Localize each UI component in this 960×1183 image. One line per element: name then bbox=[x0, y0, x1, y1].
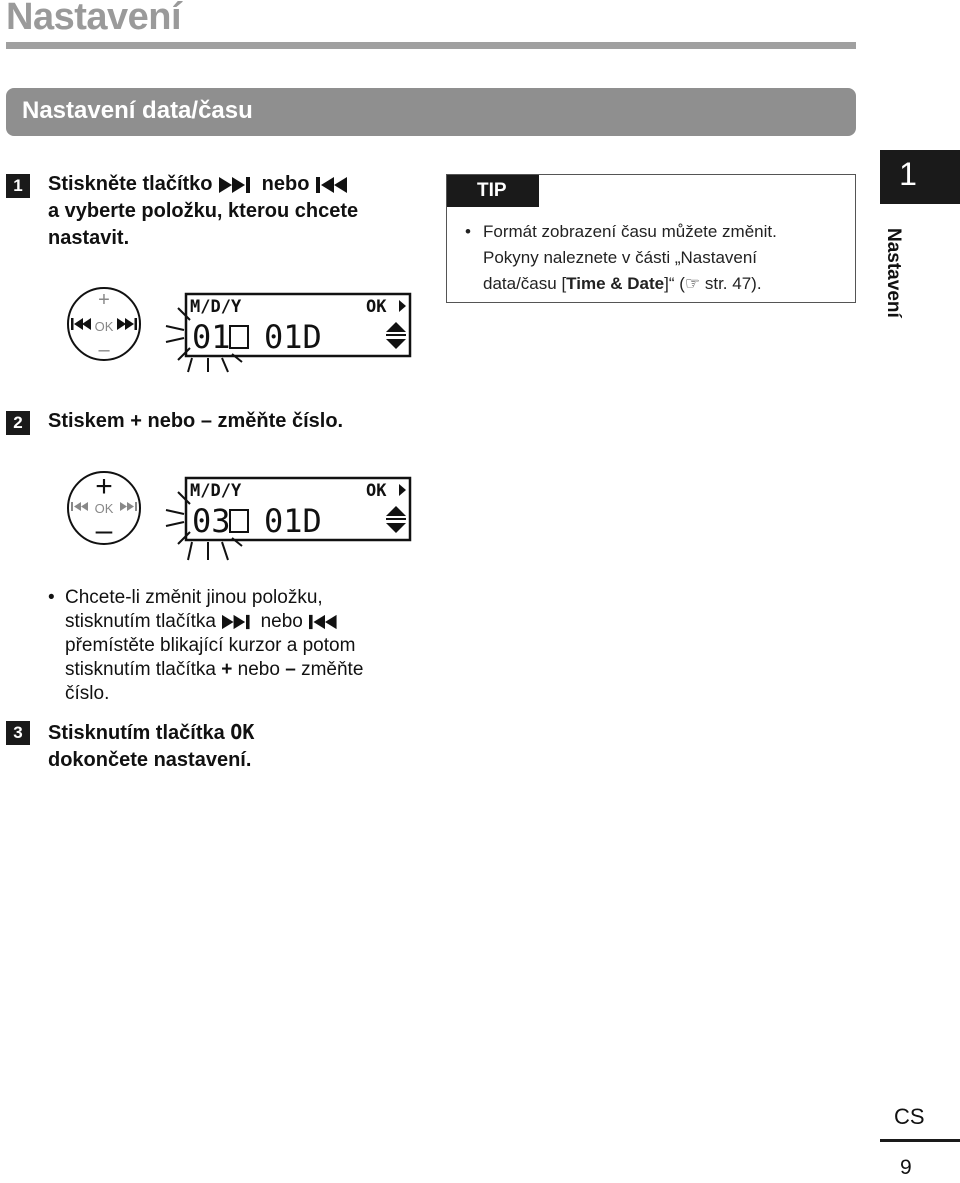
bullet-icon: • bbox=[465, 222, 471, 241]
step-2-text bbox=[48, 408, 343, 435]
step-1-text bbox=[48, 171, 358, 252]
device-button-illustration-2 bbox=[66, 470, 142, 546]
lcd-month: 01 bbox=[192, 318, 231, 356]
step-3-line-2: dokončete nastavení. bbox=[48, 749, 252, 771]
skip-back-icon bbox=[315, 176, 353, 194]
page-number: 9 bbox=[900, 1156, 912, 1179]
skip-back-icon bbox=[71, 502, 88, 511]
tip-label: TIP bbox=[447, 175, 539, 207]
section-header bbox=[6, 88, 856, 136]
step-3-text: Stisknutím tlačítka OK dokončete nastavení. bbox=[48, 719, 254, 774]
lcd-arrow-icon bbox=[399, 484, 406, 496]
tip-box bbox=[446, 174, 856, 303]
section-title: Nastavení data/času bbox=[22, 97, 253, 124]
skip-forward-icon bbox=[218, 176, 256, 194]
lcd-up-arrow-icon bbox=[386, 506, 406, 516]
lcd-day: 01D bbox=[264, 502, 322, 540]
lcd-month: 03 bbox=[192, 502, 231, 540]
lcd-ok: OK bbox=[366, 481, 387, 501]
title-rule bbox=[6, 42, 856, 49]
skip-forward-icon bbox=[117, 318, 137, 330]
lcd-ok: OK bbox=[366, 297, 387, 317]
lcd-down-arrow-icon bbox=[386, 523, 406, 533]
lcd-display-2 bbox=[164, 476, 414, 562]
skip-forward-icon bbox=[221, 614, 255, 630]
tip-menu-name: Time & Date bbox=[566, 274, 665, 293]
skip-back-icon bbox=[308, 614, 342, 630]
note-line-2: stisknutím tlačítka nebo bbox=[65, 610, 408, 634]
lcd-title: M/D/Y bbox=[190, 481, 242, 501]
step-1-line-3: nastavit. bbox=[48, 227, 130, 249]
step-2-number: 2 bbox=[6, 411, 30, 435]
lcd-day: 01D bbox=[264, 318, 322, 356]
device-button-illustration-1 bbox=[66, 286, 142, 362]
button-plus-label: + bbox=[98, 289, 110, 311]
button-plus-label: + bbox=[95, 470, 113, 503]
note-line-1: Chcete-li změnit jinou položku, bbox=[65, 587, 323, 608]
note-line-3: přemístěte blikající kurzor a potom bbox=[65, 635, 356, 656]
ok-button-label: OK bbox=[230, 720, 255, 744]
tip-line-1: Formát zobrazení času můžete změnit. bbox=[483, 222, 777, 241]
lcd-down-arrow-icon bbox=[386, 339, 406, 349]
step-3-number: 3 bbox=[6, 721, 30, 745]
step-1-line-2: a vyberte položku, kterou chcete bbox=[48, 200, 359, 222]
tip-line-2: Pokyny naleznete v části „Nastavení bbox=[483, 248, 758, 267]
step-2-line-1: Stiskem + nebo – změňte číslo. bbox=[48, 410, 344, 432]
lcd-up-arrow-icon bbox=[386, 322, 406, 332]
lcd-month-icon bbox=[230, 510, 248, 532]
language-code: CS bbox=[894, 1104, 925, 1129]
button-minus-label: – bbox=[95, 514, 113, 547]
step-1-line-1a: Stiskněte tlačítko bbox=[48, 173, 213, 195]
chapter-label bbox=[882, 228, 912, 328]
skip-forward-icon bbox=[120, 502, 137, 511]
button-ok-label: OK bbox=[94, 501, 114, 516]
note-line-5: číslo. bbox=[65, 683, 110, 704]
skip-back-icon bbox=[71, 318, 91, 330]
lcd-display-1 bbox=[164, 292, 414, 372]
footer-rule bbox=[880, 1139, 960, 1142]
note-bullet bbox=[48, 586, 408, 706]
button-minus-label: – bbox=[98, 339, 110, 361]
lcd-title: M/D/Y bbox=[190, 297, 242, 317]
bullet-icon: • bbox=[48, 587, 55, 608]
chapter-number: 1 bbox=[899, 156, 917, 192]
lcd-month-icon bbox=[230, 326, 248, 348]
button-ok-label: OK bbox=[94, 319, 114, 334]
tip-line-3: data/času [Time & Date]“ (☞ str. 47). bbox=[483, 274, 762, 293]
lcd-arrow-icon bbox=[399, 300, 406, 312]
page-title: Nastavení bbox=[6, 0, 182, 38]
step-1-number: 1 bbox=[6, 174, 30, 198]
tip-text bbox=[465, 219, 845, 297]
step-1-line-1b: nebo bbox=[261, 173, 310, 195]
note-line-4: stisknutím tlačítka + nebo – změňte bbox=[65, 659, 364, 680]
chapter-label-text: Nastavení bbox=[883, 228, 904, 318]
chapter-tab bbox=[880, 150, 960, 204]
